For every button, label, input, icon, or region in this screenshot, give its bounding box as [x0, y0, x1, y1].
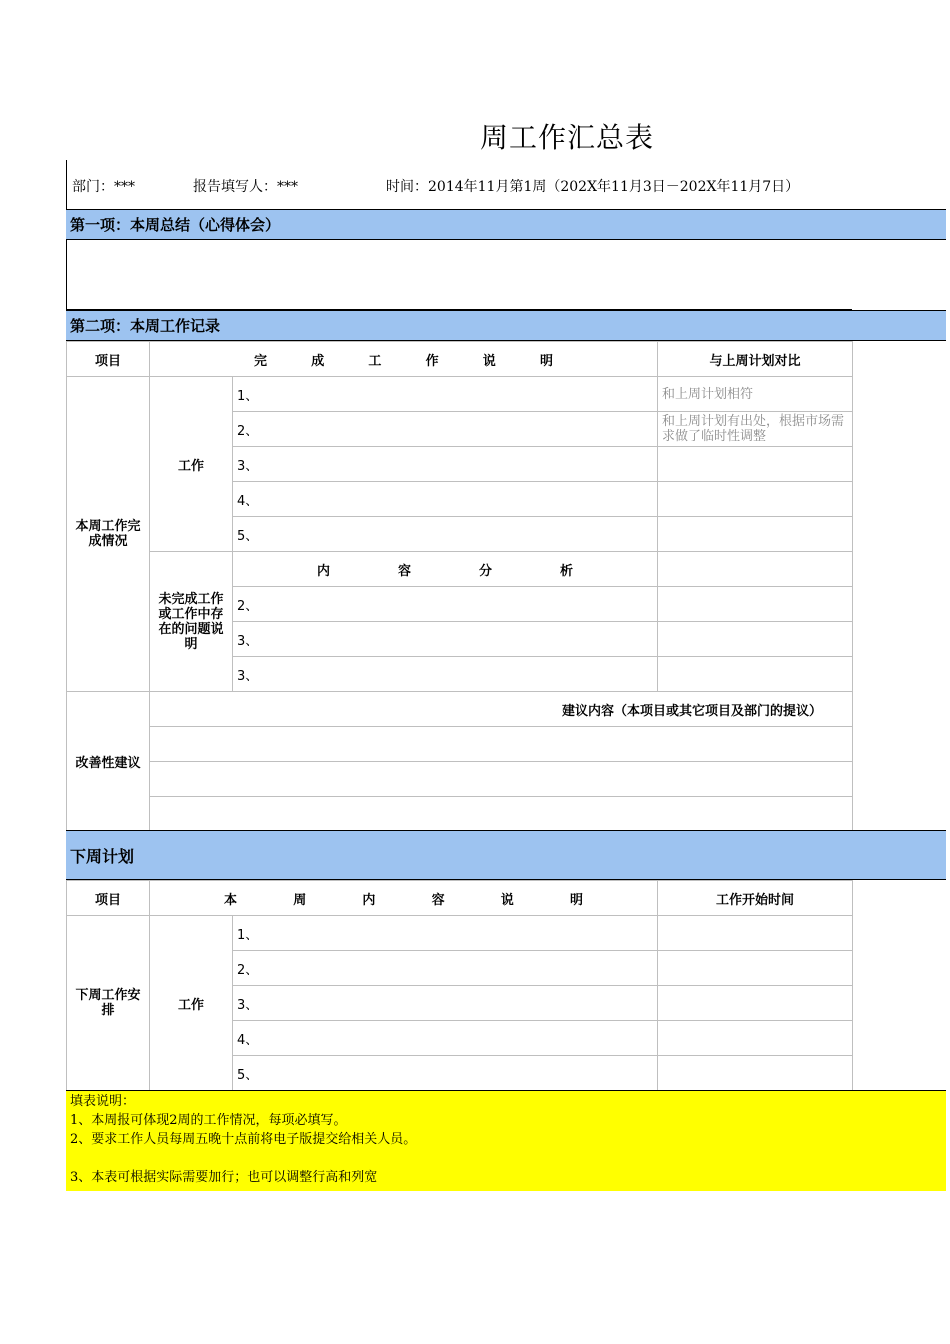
analysis-cell[interactable]: [658, 552, 853, 587]
section1-title: 第一项：本周总结（心得体会）: [70, 216, 281, 234]
work-record-table: [66, 341, 853, 832]
time-field: 时间：2014年11月第1周（202X年11月3日－202X年11月7日）: [386, 179, 800, 195]
start-time-cell[interactable]: [658, 1056, 853, 1091]
improve-label: 改善性建议: [67, 692, 150, 832]
work-row[interactable]: 2、: [233, 412, 658, 447]
improve-row[interactable]: [150, 797, 853, 832]
analysis-header: 内 容 分 析: [233, 552, 658, 587]
analysis-cell[interactable]: [658, 587, 853, 622]
plan-row[interactable]: 3、: [233, 986, 658, 1021]
work-row[interactable]: 4、: [233, 482, 658, 517]
work-row[interactable]: 3、: [233, 447, 658, 482]
header-description: 完 成 工 作 说 明: [150, 342, 658, 377]
page-title: 周工作汇总表: [480, 121, 655, 154]
section1-header: [66, 209, 946, 240]
summary-area[interactable]: [66, 240, 852, 310]
notes-line: 2、要求工作人员每周五晚十点前将电子版提交给相关人员。: [70, 1132, 417, 1147]
work-row[interactable]: 5、: [233, 517, 658, 552]
left-border: [66, 160, 67, 210]
work-row[interactable]: 1、: [233, 377, 658, 412]
start-time-cell[interactable]: [658, 1021, 853, 1056]
section2-header: [66, 310, 946, 341]
compare-cell[interactable]: [658, 447, 853, 482]
compare-cell[interactable]: 和上周计划相符: [658, 377, 853, 412]
header-description: 本 周 内 容 说 明: [150, 881, 658, 916]
group-label-next-week: 下周工作安排: [67, 916, 150, 1091]
unfinished-row[interactable]: 3、: [233, 622, 658, 657]
header-item: 项目: [67, 881, 150, 916]
header-item: 项目: [67, 342, 150, 377]
notes-title: 填表说明：: [70, 1094, 136, 1109]
analysis-cell[interactable]: [658, 657, 853, 692]
compare-cell[interactable]: 和上周计划有出处，根据市场需求做了临时性调整: [658, 412, 853, 447]
compare-cell[interactable]: [658, 517, 853, 552]
plan-row[interactable]: 5、: [233, 1056, 658, 1091]
section3-title: 下周计划: [70, 846, 135, 866]
department-field: 部门：***: [72, 179, 135, 195]
header-start-time: 工作开始时间: [658, 881, 853, 916]
plan-row[interactable]: 4、: [233, 1021, 658, 1056]
plan-row[interactable]: 2、: [233, 951, 658, 986]
group-label-this-week: 本周工作完成情况: [67, 377, 150, 692]
notes-line: [70, 1149, 942, 1168]
improve-header: 建议内容（本项目或其它项目及部门的提议）: [150, 692, 853, 727]
notes-line: 3、本表可根据实际需要加行；也可以调整行高和列宽: [70, 1170, 378, 1185]
unfinished-label: 未完成工作或工作中存在的问题说明: [150, 552, 233, 692]
compare-cell[interactable]: [658, 482, 853, 517]
header-compare: 与上周计划对比: [658, 342, 853, 377]
improve-row[interactable]: [150, 762, 853, 797]
notes-line: 1、本周报可体现2周的工作情况，每项必填写。: [70, 1113, 347, 1128]
work-label: 工作: [150, 377, 233, 552]
plan-row[interactable]: 1、: [233, 916, 658, 951]
section2-title: 第二项：本周工作记录: [70, 317, 221, 335]
next-week-table: [66, 880, 853, 1091]
start-time-cell[interactable]: [658, 951, 853, 986]
start-time-cell[interactable]: [658, 916, 853, 951]
improve-row[interactable]: [150, 727, 853, 762]
unfinished-row[interactable]: 2、: [233, 587, 658, 622]
unfinished-row[interactable]: 3、: [233, 657, 658, 692]
section3-header: [66, 830, 946, 880]
notes-box: [66, 1090, 946, 1191]
analysis-cell[interactable]: [658, 622, 853, 657]
start-time-cell[interactable]: [658, 986, 853, 1021]
work-label: 工作: [150, 916, 233, 1091]
reporter-field: 报告填写人：***: [193, 179, 298, 195]
